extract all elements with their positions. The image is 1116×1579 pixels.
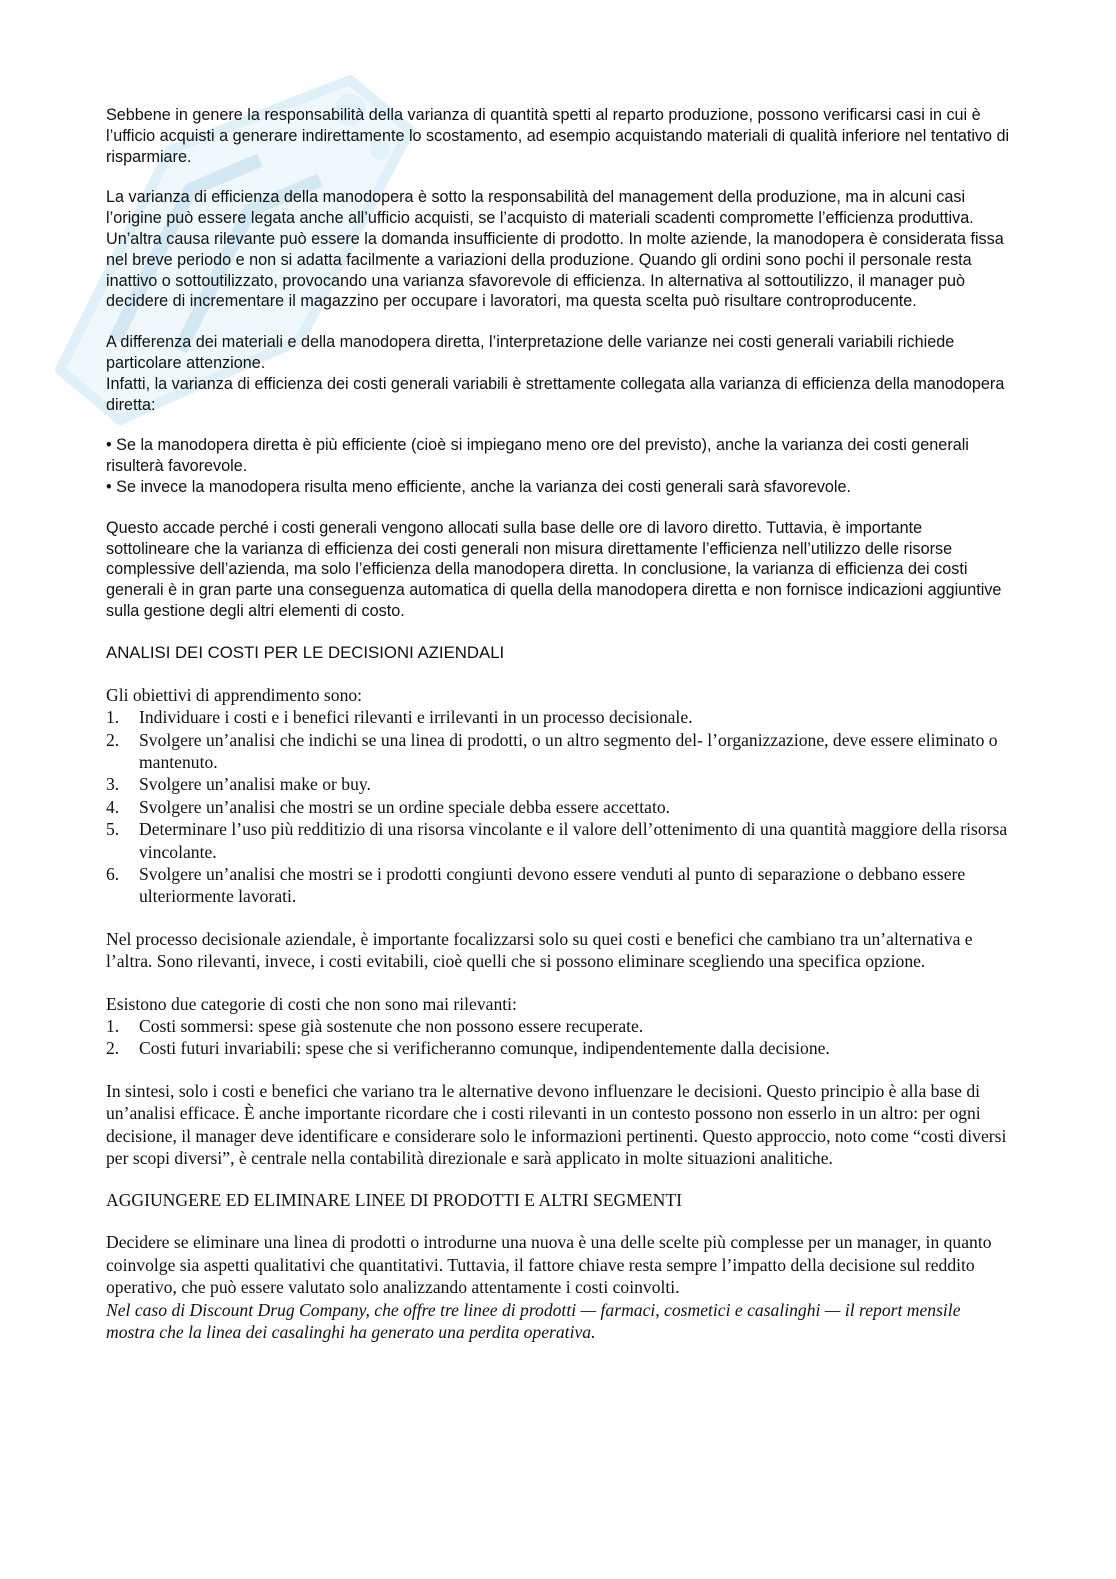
paragraph-labor-efficiency: La varianza di efficienza della manodopera è sotto la responsabilità del management della produzione, ma in alcuni casi l’origine può essere legata anche all’ufficio acquisti, se l’acquisto di materiali scadenti compromette l’efficienza produttiva. Un’altra causa rilevante può essere la domanda insufficiente di prodotto. In molte aziende, la manodopera è considerata fissa nel breve periodo e non si adatta facilmente a variazioni della produzione. Quando gli ordini sono pochi il personale resta inattivo o sottoutilizzato, provocando una varianza sfavorevole di efficienza. In alternativa al sottoutilizzo, il manager può decidere di incrementare il magazzino per occupare i lavoratori, ma questa scelta può risultare controproducente. bbox=[106, 188, 1004, 311]
list-item bbox=[106, 1015, 1010, 1037]
list-item bbox=[106, 1037, 1010, 1059]
paragraph-overhead-intro: A differenza dei materiali e della manodopera diretta, l’interpretazione delle varianze nei costi generali variabili richiede particolare attenzione. bbox=[106, 333, 955, 372]
paragraph-irrelevant-categories: Esistono due categorie di costi che non sono mai rilevanti: bbox=[106, 993, 517, 1014]
list-text: Svolgere un’analisi make or buy. bbox=[139, 774, 371, 795]
list-number: 1. bbox=[106, 1016, 120, 1037]
list-text: Svolgere un’analisi che indichi se una linea di prodotti, o un altro segmento del- l’organizzazione, deve essere eliminato o mantenuto. bbox=[139, 729, 998, 772]
list-item bbox=[106, 773, 1010, 795]
list-number: 5. bbox=[106, 819, 120, 840]
list-text: Svolgere un’analisi che mostri se i prodotti congiunti devono essere venduti al punto di separazione o debbano essere ulteriormente lavorati. bbox=[139, 863, 966, 907]
paragraph-overhead-link: Infatti, la varianza di efficienza dei costi generali variabili è strettamente collegata alla varianza di efficienza della manodopera diretta: bbox=[106, 374, 1005, 414]
list-item bbox=[106, 818, 1010, 863]
list-number: 1. bbox=[106, 707, 120, 728]
objectives-list bbox=[106, 706, 1010, 908]
list-item bbox=[106, 863, 1010, 908]
list-item bbox=[106, 706, 1010, 728]
paragraph-summary: In sintesi, solo i costi e benefici che variano tra le alternative devono influenzare le decisioni. Questo principio è alla base di un’analisi efficace. È anche importante ricordare che i costi rilevanti in un contesto possono non esserlo in un altro: per ogni decisione, il manager deve identificare e considerare solo le informazioni pertinenti. Questo approccio, noto come “costi diversi per scopi diversi”, è centrale nella contabilità direzionale e sarà applicato in molte situazioni analitiche. bbox=[106, 1080, 1007, 1169]
paragraph-quantity-variance: Sebbene in genere la responsabilità della varianza di quantità spetti al reparto produzione, possono verificarsi casi in cui è l’ufficio acquisti a generare indirettamente lo scostamento, ad esempio acquistando materiali di qualità inferiore nel tentativo di risparmiare. bbox=[106, 106, 1010, 166]
list-item bbox=[106, 796, 1010, 818]
list-text: Individuare i costi e i benefici rilevanti e irrilevanti in un processo decisionale. bbox=[139, 707, 693, 728]
categories-list bbox=[106, 1015, 1010, 1060]
list-number: 6. bbox=[106, 863, 120, 884]
list-text: Svolgere un’analisi che mostri se un ordine speciale debba essere accettato. bbox=[139, 796, 671, 817]
list-text: Costi futuri invariabili: spese che si verificheranno comunque, indipendentemente dalla decisione. bbox=[139, 1038, 830, 1059]
list-number: 3. bbox=[106, 774, 120, 795]
list-item bbox=[106, 729, 1010, 774]
variance-section bbox=[106, 105, 1010, 622]
section-heading-product-lines: AGGIUNGERE ED ELIMINARE LINEE DI PRODOTTI E ALTRI SEGMENTI bbox=[106, 1190, 682, 1211]
objectives-intro: Gli obiettivi di apprendimento sono: bbox=[106, 684, 363, 705]
list-number: 2. bbox=[106, 1038, 120, 1059]
list-text: Determinare l’uso più redditizio di una risorsa vincolante e il valore dell’ottenimento di una quantità maggiore della risorsa vincolante. bbox=[139, 819, 1008, 862]
paragraph-product-line-decision: Decidere se eliminare una linea di prodotti o introdurne una nuova è una delle scelte più complesse per un manager, in quanto coinvolge sia aspetti qualitativi che quantitativi. Tuttavia, il fattore chiave resta sempre l’impatto della decisione sul reddito operativo, che può essere valutato solo analizzando attentamente i costi coinvolti. bbox=[106, 1232, 992, 1298]
list-number: 2. bbox=[106, 729, 120, 750]
bullet-unfavorable: • Se invece la manodopera risulta meno efficiente, anche la varianza dei costi generali sarà sfavorevole. bbox=[106, 477, 852, 496]
list-text: Costi sommersi: spese già sostenute che non possono essere recuperate. bbox=[139, 1016, 644, 1037]
paragraph-discount-drug-example: Nel caso di Discount Drug Company, che offre tre linee di prodotti — farmaci, cosmetici e casalinghi — il report mensile mostra che la linea dei casalinghi ha generato una perdita operativa. bbox=[106, 1299, 961, 1343]
paragraph-relevant-costs: Nel processo decisionale aziendale, è importante focalizzarsi solo su quei costi e benefici che cambiano tra un’alternativa e l’altra. Sono rilevanti, invece, i costi evitabili, cioè quelli che si possono eliminare scegliendo una specifica opzione. bbox=[106, 928, 973, 972]
paragraph-overhead-conclusion: Questo accade perché i costi generali vengono allocati sulla base delle ore di lavoro diretto. Tuttavia, è importante sottolineare che la varianza di efficienza dei costi generali non misura direttamente l’efficienza nell’utilizzo delle risorse complessive dell’azienda, ma solo l’efficienza della manodopera diretta. In conclusione, la varianza di efficienza dei costi generali è in gran parte una conseguenza automatica di quella della manodopera diretta e non fornisce indicazioni aggiuntive sulla gestione degli altri elementi di costo. bbox=[106, 518, 1002, 620]
bullet-favorable: • Se la manodopera diretta è più efficiente (cioè si impiegano meno ore del previsto), anche la varianza dei costi generali risulterà favorevole. bbox=[106, 436, 969, 476]
document-page bbox=[106, 105, 1010, 1343]
product-lines-section bbox=[106, 1231, 1010, 1343]
list-number: 4. bbox=[106, 796, 120, 817]
cost-analysis-section bbox=[106, 684, 1010, 1170]
section-heading-cost-analysis: ANALISI DEI COSTI PER LE DECISIONI AZIENDALI bbox=[106, 642, 505, 662]
